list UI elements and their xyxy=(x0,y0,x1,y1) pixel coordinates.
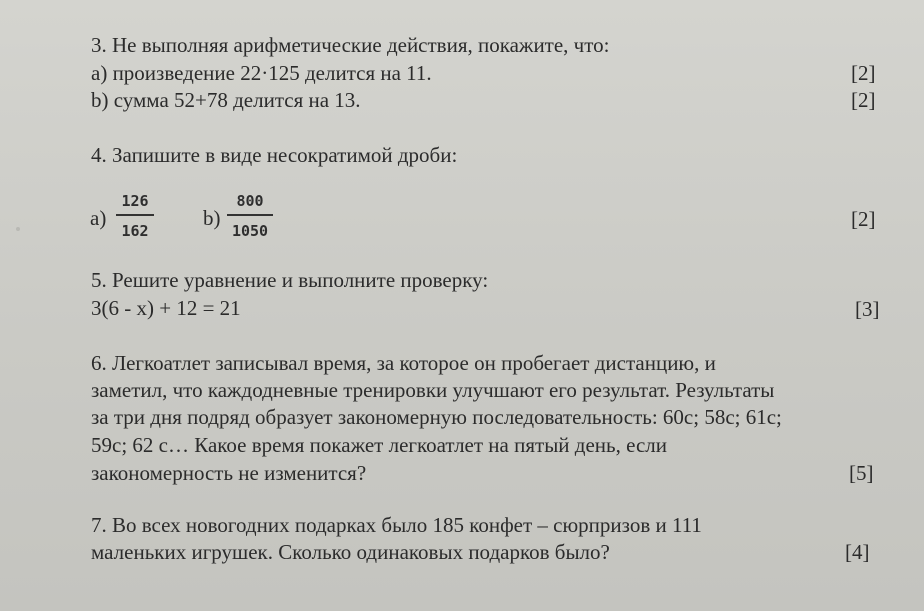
task6-points: [5] xyxy=(849,461,874,485)
task3-title: 3. Не выполняя арифметические действия, покажите, что: xyxy=(91,33,610,57)
paper-speck xyxy=(16,227,20,231)
task4-b-numerator: 800 xyxy=(236,192,264,210)
task4-fraction-a xyxy=(116,192,154,240)
task4-a-label: а) xyxy=(90,206,107,230)
task3-item-a: а) произведение 22·125 делится на 11. xyxy=(91,61,432,85)
task4-b-denominator: 1050 xyxy=(231,222,269,240)
task5-equation: 3(6 - x) + 12 = 21 xyxy=(91,296,241,320)
task6-line-2: заметил, что каждодневные тренировки улучшают его результат. Результаты xyxy=(91,378,775,402)
task3-b-points: [2] xyxy=(851,88,876,112)
task4-a-denominator: 162 xyxy=(121,222,149,240)
task7-points: [4] xyxy=(845,540,870,564)
task6-line-4: 59с; 62 с… Какое время покажет легкоатлет на пятый день, если xyxy=(91,433,667,457)
task4-fraction-b xyxy=(227,192,273,240)
task3-a-points: [2] xyxy=(851,61,876,85)
task5-title: 5. Решите уравнение и выполните проверку: xyxy=(91,268,489,292)
task4-a-numerator: 126 xyxy=(121,192,149,210)
task7-line-2: маленьких игрушек. Сколько одинаковых подарков было? xyxy=(91,540,610,564)
task4-title: 4. Запишите в виде несократимой дроби: xyxy=(91,143,458,167)
fraction-bar xyxy=(227,214,273,216)
task5-points: [3] xyxy=(855,297,880,321)
task7-line-1: 7. Во всех новогодних подарках было 185 конфет – сюрпризов и 111 xyxy=(91,513,702,537)
task4-points: [2] xyxy=(851,207,876,231)
task3-item-b: b) сумма 52+78 делится на 13. xyxy=(91,88,361,112)
task6-line-3: за три дня подряд образует закономерную последовательность: 60с; 58с; 61с; xyxy=(91,405,782,429)
fraction-bar xyxy=(116,214,154,216)
task6-line-5: закономерность не изменится? xyxy=(91,461,367,485)
task6-line-1: 6. Легкоатлет записывал время, за которое он пробегает дистанцию, и xyxy=(91,351,716,375)
task4-b-label: b) xyxy=(203,206,221,230)
